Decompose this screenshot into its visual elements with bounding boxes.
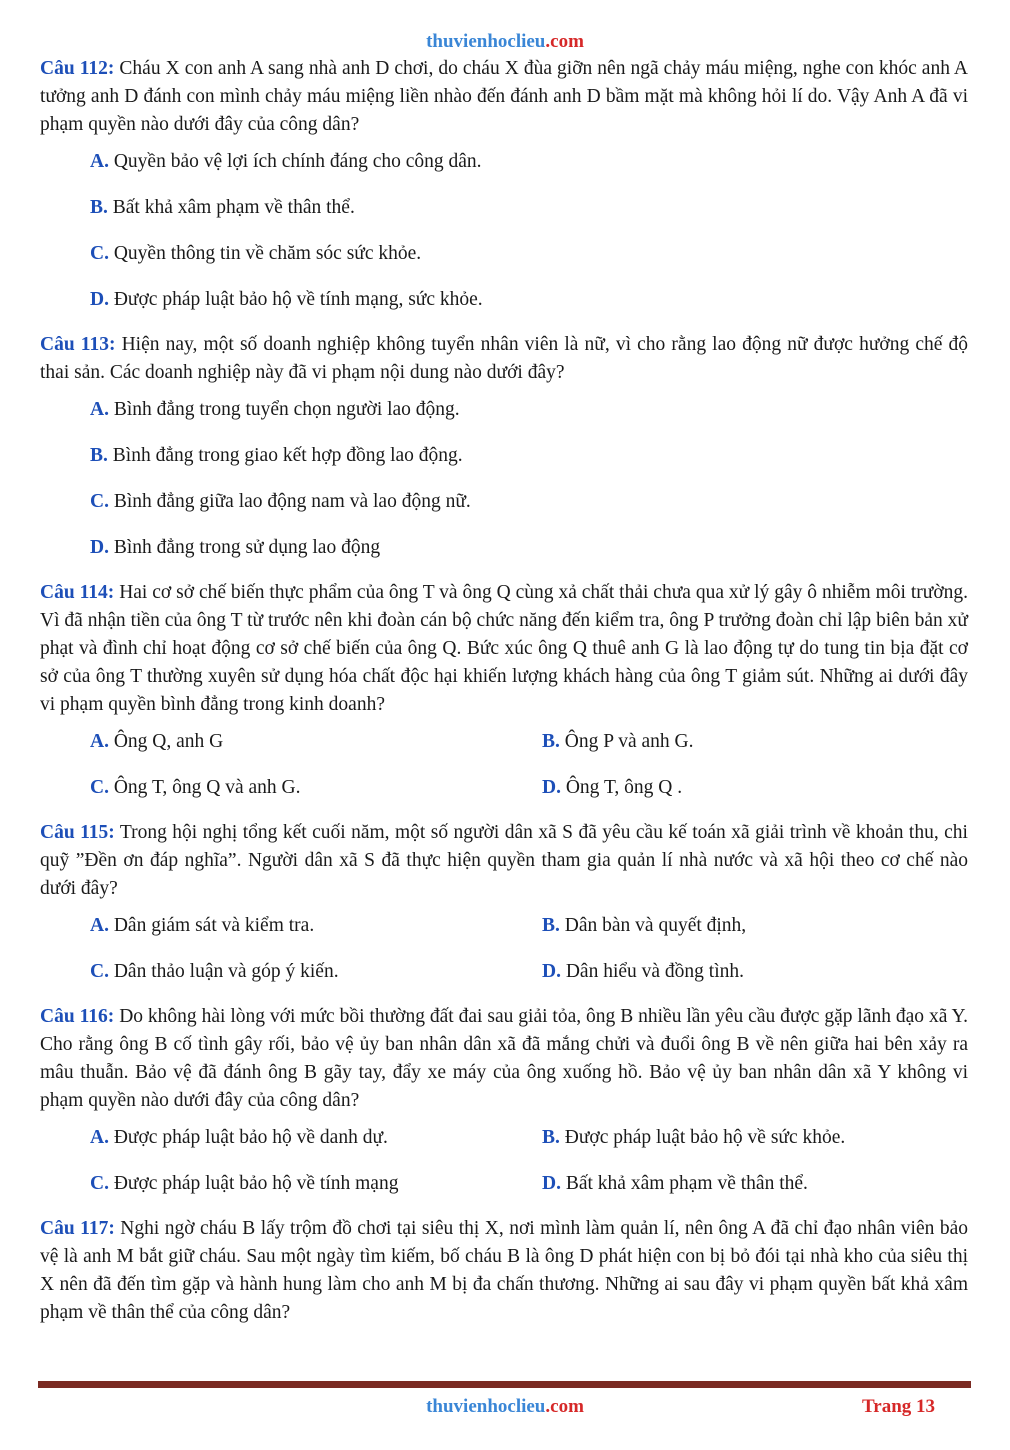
question-117 [40,1215,968,1327]
option-letter: A. [90,399,109,420]
question-label: Câu 115: [40,822,115,843]
option-letter: A. [90,915,109,936]
option-d [542,774,962,802]
question-body: Hai cơ sở chế biến thực phẩm của ông T và ông Q cùng xả chất thải chưa qua xử lý gây ô nhiễm môi trường. Vì đã nhận tiền của ông T từ trước nên khi đoàn cán bộ chức năng đến kiểm tra, ông P trưởng đoàn chỉ lập biên bản xử phạt và đình chỉ hoạt động cơ sở chế biến của ông Q. Bức xúc ông Q thuê anh G là lao động tự do tung tin bịa đặt cơ sở của ông T thường xuyên sử dụng hóa chất độc hại khiến lượng khách hàng của ông T giảm sút. Những ai dưới đây vi phạm quyền bình đẳng trong kinh doanh? [40,582,969,715]
question-label: Câu 112: [40,58,115,79]
option-c [90,774,542,802]
question-body: Cháu X con anh A sang nhà anh D chơi, do cháu X đùa giỡn nên ngã chảy máu miệng, nghe con khóc anh A tưởng anh D đánh con mình chảy máu miệng liền nhào đến đánh anh D bầm mặt mà không hỏi lí do. Vậy Anh A đã vi phạm quyền nào dưới đây của công dân? [40,58,968,135]
option-letter: B. [90,445,108,466]
option-letter: C. [90,243,109,264]
footer-divider [38,1381,971,1388]
option-letter: D. [90,289,109,310]
option-b [542,728,962,756]
question-label: Câu 114: [40,582,115,603]
question-text [40,819,968,903]
options-list [40,1115,968,1207]
option-text: Bất khả xâm phạm về thân thể. [112,197,355,218]
question-label: Câu 116: [40,1006,115,1027]
question-116 [40,1003,968,1207]
option-b [542,1124,962,1152]
options-list [40,387,968,571]
option-letter: B. [542,731,560,752]
option-d [90,286,483,314]
site-tld[interactable]: .com [545,31,584,52]
option-letter: B. [542,915,560,936]
question-label: Câu 117: [40,1218,115,1239]
question-label: Câu 113: [40,334,116,355]
option-text: Bình đẳng giữa lao động nam và lao động nữ. [113,491,471,512]
option-text: Ông Q, anh G [113,731,224,752]
option-text: Bất khả xâm phạm về thân thể. [565,1173,808,1194]
footer-site-tld[interactable]: .com [545,1396,584,1417]
option-a [90,148,482,176]
option-text: Ông P và anh G. [564,731,694,752]
options-list [40,903,968,995]
question-text [40,579,968,719]
option-a [90,396,460,424]
question-body: Do không hài lòng với mức bồi thường đất đai sau giải tỏa, ông B nhiều lần yêu cầu được gặp lãnh đạo xã Y. Cho rằng ông B cố tình gây rối, bảo vệ ủy ban nhân dân xã đã mắng chửi và đuổi ông B về nên giữa hai bên xảy ra mâu thuẫn. Bảo vệ đã đánh ông B gãy tay, đẩy xe máy của ông xuống hồ. Bảo vệ ủy ban nhân dân xã Y không vi phạm quyền nào dưới đây của công dân? [40,1006,968,1111]
option-letter: D. [90,537,109,558]
option-text: Bình đẳng trong tuyển chọn người lao động. [113,399,460,420]
question-body: Hiện nay, một số doanh nghiệp không tuyển nhân viên là nữ, vì cho rằng lao động nữ được hưởng chế độ thai sản. Các doanh nghiệp này đã vi phạm nội dung nào dưới đây? [40,334,968,383]
option-a [90,1124,542,1152]
page-number: Trang 13 [862,1396,936,1417]
option-text: Dân bàn và quyết định, [564,915,747,936]
question-113 [40,331,968,571]
option-text: Dân hiểu và đồng tình. [565,961,745,982]
option-letter: A. [90,1127,109,1148]
question-body: Nghi ngờ cháu B lấy trộm đồ chơi tại siêu thị X, nơi mình làm quản lí, nên ông A đã chỉ đạo nhân viên bảo vệ là anh M bắt giữ cháu. Sau một ngày tìm kiếm, bố cháu B là ông D phát hiện con bị bỏ đói tại nhà kho của siêu thị X nên đã đến tìm gặp và hành hung làm cho anh M bị đa chấn thương. Những ai sau đây vi phạm quyền bất khả xâm phạm về thân thể của công dân? [40,1218,968,1323]
options-list [40,139,968,323]
question-text [40,1215,968,1327]
option-c [90,488,471,516]
option-b [90,194,355,222]
option-b [90,442,463,470]
option-letter: A. [90,151,109,172]
option-b [542,912,962,940]
option-d [542,958,962,986]
option-letter: A. [90,731,109,752]
question-text [40,55,968,139]
option-letter: C. [90,777,109,798]
option-text: Bình đẳng trong giao kết hợp đồng lao động. [112,445,463,466]
option-text: Dân thảo luận và góp ý kiến. [113,961,339,982]
option-letter: D. [542,1173,561,1194]
site-header [0,30,1010,54]
option-c [90,240,421,268]
footer-site-name[interactable]: thuvienhoclieu [426,1396,546,1417]
option-letter: D. [542,777,561,798]
option-text: Quyền bảo vệ lợi ích chính đáng cho công dân. [113,151,482,172]
option-c [90,958,542,986]
site-name[interactable]: thuvienhoclieu [426,31,546,52]
option-text: Ông T, ông Q và anh G. [113,777,301,798]
option-text: Được pháp luật bảo hộ về tính mạng [113,1173,399,1194]
option-letter: D. [542,961,561,982]
question-text [40,1003,968,1115]
option-d [542,1170,962,1198]
option-text: Quyền thông tin về chăm sóc sức khỏe. [113,243,422,264]
option-c [90,1170,542,1198]
question-112 [40,55,968,323]
footer-site-link[interactable] [0,1395,1010,1419]
option-d [90,534,380,562]
options-list [40,719,968,811]
question-body: Trong hội nghị tổng kết cuối năm, một số người dân xã S đã yêu cầu kế toán xã giải trình về khoản thu, chi quỹ ”Đền ơn đáp nghĩa”. Người dân xã S đã thực hiện quyền tham gia quản lí nhà nước và xã hội theo cơ chế nào dưới đây? [40,822,968,899]
question-114 [40,579,968,811]
option-letter: B. [90,197,108,218]
option-letter: C. [90,491,109,512]
option-text: Được pháp luật bảo hộ về tính mạng, sức khỏe. [113,289,483,310]
option-text: Bình đẳng trong sử dụng lao động [113,537,381,558]
question-text [40,331,968,387]
option-letter: C. [90,1173,109,1194]
option-letter: C. [90,961,109,982]
option-text: Dân giám sát và kiểm tra. [113,915,315,936]
option-text: Được pháp luật bảo hộ về sức khỏe. [564,1127,846,1148]
page-content [40,55,968,1335]
option-text: Ông T, ông Q . [565,777,683,798]
option-text: Được pháp luật bảo hộ về danh dự. [113,1127,388,1148]
question-115 [40,819,968,995]
option-a [90,728,542,756]
option-letter: B. [542,1127,560,1148]
option-a [90,912,542,940]
